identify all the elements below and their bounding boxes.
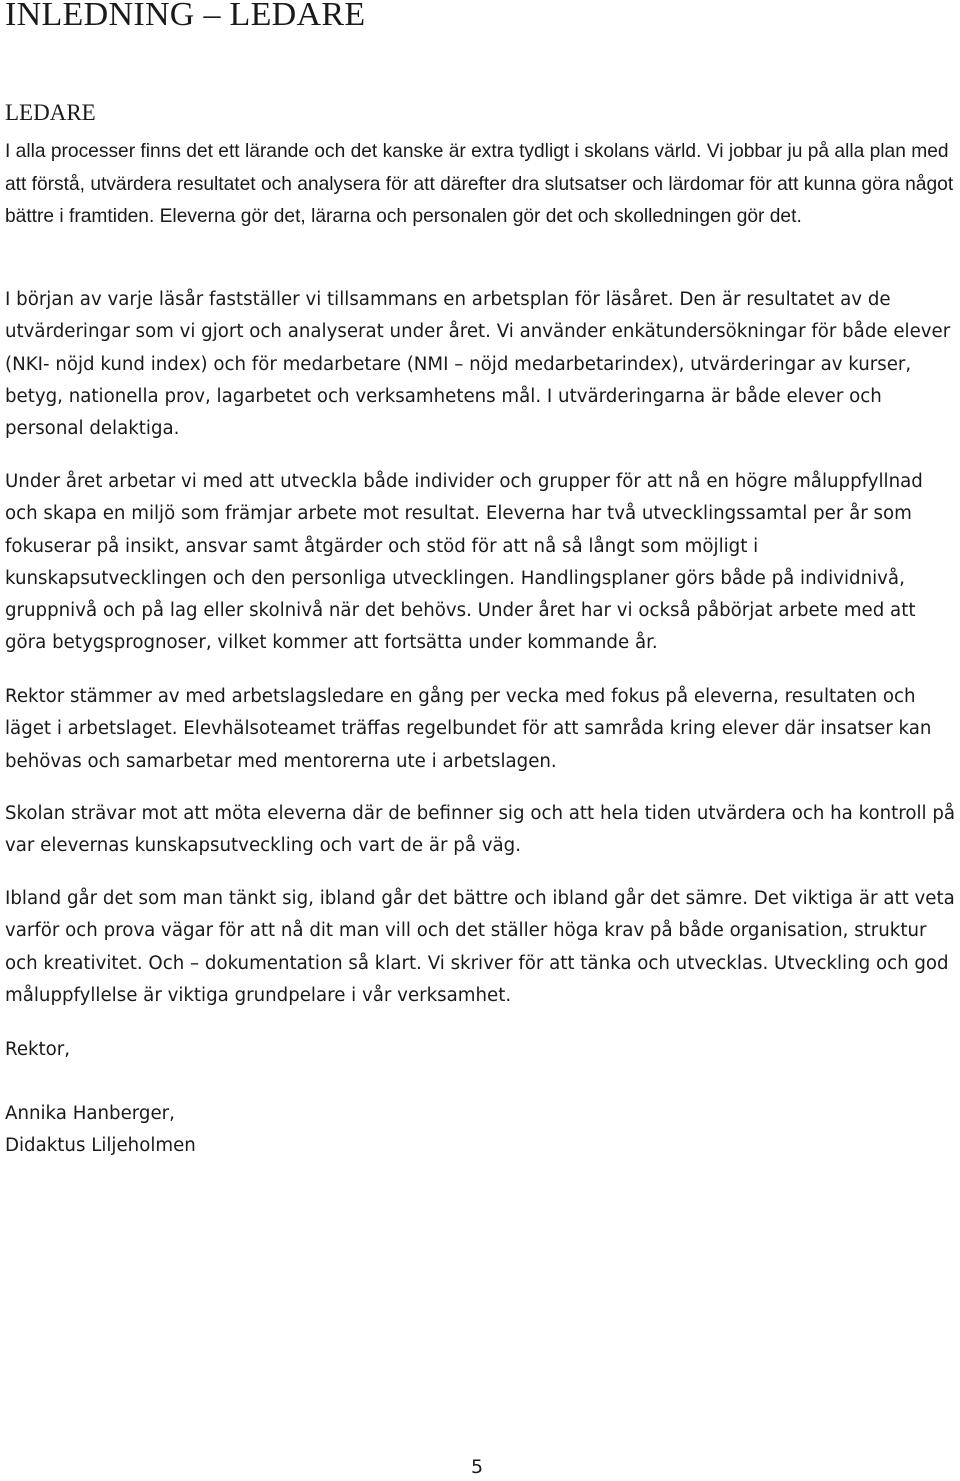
paragraph-rektor: Rektor stämmer av med arbetslagsledare en gång per vecka med fokus på eleverna, resultaten och läget i arbetslaget. Elevhälsoteamet träffas regelbundet för att samråda kring elever där insatser kan behövas och samarbetar med mentorerna ute i arbetslagen. — [5, 686, 932, 772]
paragraph-utveckling: Under året arbetar vi med att utveckla både individer och grupper för att nå en högre måluppfyllnad och skapa en miljö som främjar arbete mot resultat. Eleverna har två utvecklingssamtal per år som fokuserar på insikt, ansvar samt åtgärder och stöd för att nå så långt som möjligt i kunskapsutvecklingen och den personliga utvecklingen. Handlingsplaner görs både på individnivå, gruppnivå och på lag eller skolnivå när det behövs. Under året har vi också påbörjat arbete med att göra betygsprognoser, vilket kommer att fortsätta under kommande år. — [5, 471, 923, 654]
page-number: 5 — [471, 1456, 484, 1478]
section-title: LEDARE — [5, 100, 96, 125]
paragraph-arbetsplan: I början av varje läsår fastställer vi tillsammans en arbetsplan för läsåret. Den är resultatet av de utvärderingar som vi gjort och analyserat under året. Vi använder enkätundersökningar för både elever (NKI- nöjd kund index) och för medarbetare (NMI – nöjd medarbetarindex), utvärderingar av kurser, betyg, nationella prov, lagarbetet och verksamhetens mål. I utvärderingarna är både elever och personal delaktiga. — [5, 289, 951, 440]
signature-name: Annika Hanberger, — [5, 1103, 175, 1124]
signature-organization: Didaktus Liljeholmen — [5, 1135, 196, 1157]
signature-block — [5, 1098, 960, 1163]
paragraph-ibland: Ibland går det som man tänkt sig, ibland går det bättre och ibland går det sämre. Det viktiga är att veta varför och prova vägar för att nå dit man vill och det ställer höga krav på både organisation, struktur och kreativitet. Och – dokumentation så klart. Vi skriver för att tänka och utvecklas. Utveckling och god måluppfyllelse är viktiga grundpelare i vår verksamhet. — [5, 888, 955, 1006]
signature-role: Rektor, — [5, 1039, 71, 1060]
paragraph-skolan: Skolan strävar mot att möta eleverna där de befinner sig och att hela tiden utvärdera och ha kontroll på var elevernas kunskapsutveckling och vart de är på väg. — [5, 803, 956, 857]
page-title: INLEDNING – LEDARE — [5, 0, 366, 33]
paragraph-intro: I alla processer finns det ett lärande och det kanske är extra tydligt i skolans värld. Vi jobbar ju på alla plan med att förstå, utvärdera resultatet och analysera för att därefter dra slutsatser och lärdomar för att kunna göra något bättre i framtiden. Eleverna gör det, lärarna och personalen gör det och skolledningen gör det. — [5, 141, 954, 227]
